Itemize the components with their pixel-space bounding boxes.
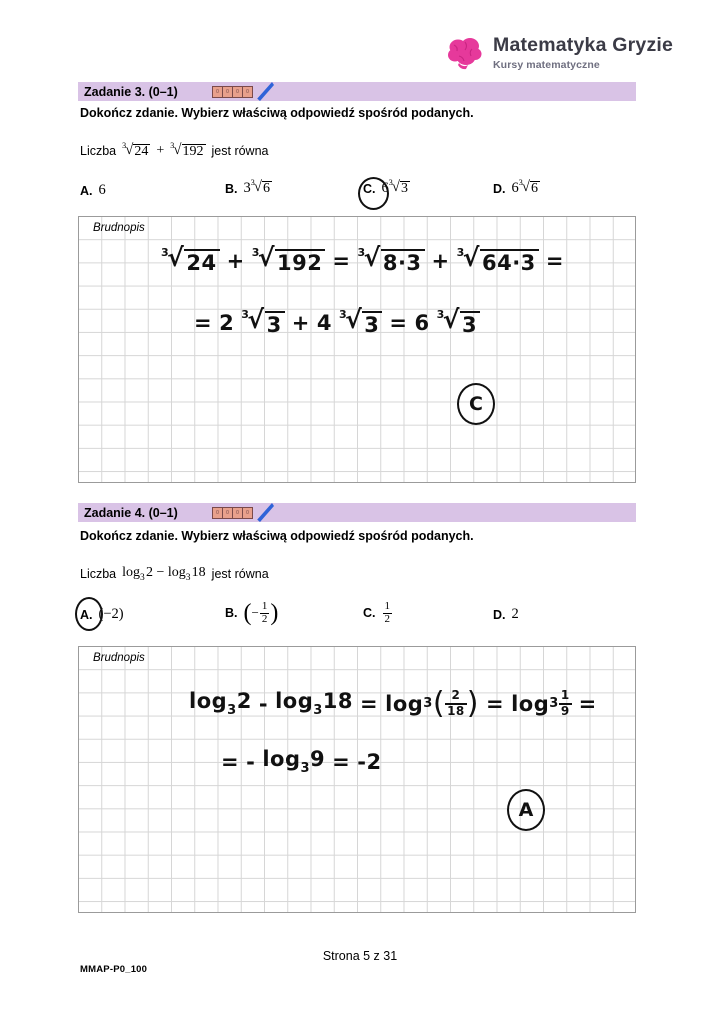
option-c-4[interactable] bbox=[363, 601, 393, 625]
hw-log: log bbox=[262, 747, 301, 771]
option-value: 2 bbox=[511, 606, 519, 622]
hw-log-base: 3 bbox=[549, 696, 559, 711]
hw-log: log bbox=[385, 691, 424, 716]
option-value: ( − $\frac{1}{2}$ ) bbox=[243, 599, 279, 626]
blue-pen-icon bbox=[254, 81, 276, 107]
hw-plus: + bbox=[431, 248, 450, 273]
hw-coefficient: 6 bbox=[414, 310, 430, 335]
handwriting-line-1-task4 bbox=[189, 686, 597, 721]
hw-radical-sign: √ bbox=[345, 305, 363, 334]
stem-suffix-4: jest równa bbox=[211, 566, 269, 581]
option-d-4[interactable] bbox=[493, 606, 519, 623]
score-cell: 0 bbox=[212, 86, 223, 98]
handwriting-line-2-task4 bbox=[221, 747, 382, 776]
hw-minus: - bbox=[246, 749, 256, 774]
radical-sign: √ bbox=[391, 179, 400, 196]
option-value bbox=[244, 180, 272, 197]
radical-sign: √ bbox=[125, 142, 134, 158]
task-header-zadanie-4 bbox=[78, 503, 636, 522]
option-letter: A. bbox=[80, 183, 93, 198]
hw-log-5 bbox=[262, 747, 325, 776]
task-stem-3 bbox=[80, 143, 269, 160]
option-b-3[interactable] bbox=[225, 180, 272, 197]
option-value bbox=[382, 180, 410, 197]
hw-root-index: 3 bbox=[338, 308, 348, 321]
option-letter: D. bbox=[493, 607, 506, 622]
task-instruction-3: Dokończ zdanie. Wybierz właściwą odpowiedź spośród podanych. bbox=[80, 106, 474, 120]
hw-log-4 bbox=[511, 689, 572, 717]
task-title-3: Zadanie 3. (0–1) bbox=[84, 84, 178, 99]
score-cell: 0 bbox=[212, 507, 223, 519]
hw-log-base: 3 bbox=[300, 761, 311, 776]
hw-log-arg: 2 bbox=[236, 689, 252, 713]
stem-prefix-4: Liczba bbox=[80, 566, 117, 581]
hw-equals: = bbox=[221, 749, 240, 774]
hw-plus: + bbox=[291, 310, 310, 335]
scratch-label-3: Brudnopis bbox=[93, 222, 145, 234]
scratch-label-4: Brudnopis bbox=[93, 652, 145, 664]
root-index: 3 bbox=[170, 141, 175, 150]
hw-cube-root-3 bbox=[338, 305, 382, 337]
hw-root-index: 3 bbox=[456, 246, 465, 259]
handwriting-line-1-task3 bbox=[161, 243, 564, 275]
root-index: 3 bbox=[388, 178, 393, 188]
hw-cube-root-3 bbox=[241, 305, 284, 337]
score-cell: 0 bbox=[242, 86, 253, 98]
hw-equals: = bbox=[578, 691, 597, 716]
stem-suffix-3: jest równa bbox=[211, 144, 269, 159]
hw-log: log bbox=[275, 689, 314, 713]
task-title-4: Zadanie 4. (0–1) bbox=[84, 505, 178, 520]
hw-log-arg: 18 bbox=[322, 689, 354, 713]
root-index: 3 bbox=[518, 178, 523, 188]
hw-left-paren: ( bbox=[432, 686, 446, 721]
hw-log-base: 3 bbox=[423, 696, 433, 711]
log-base: 3 bbox=[185, 572, 191, 583]
page-number: Strona 5 z 31 bbox=[322, 949, 398, 963]
hw-radicand: 8·3 bbox=[381, 249, 425, 274]
hw-log-base: 3 bbox=[227, 703, 237, 718]
fraction-one-half bbox=[383, 601, 393, 625]
hw-numerator: 2 bbox=[451, 688, 461, 703]
hw-equals: = bbox=[485, 691, 505, 716]
log-expression-4: $\log_3$ $2 - \log_3$ 18 bbox=[122, 565, 206, 583]
hw-equals: = bbox=[332, 749, 351, 774]
hw-cube-root-24 bbox=[161, 243, 220, 275]
option-letter: A. bbox=[80, 607, 93, 622]
cube-root bbox=[389, 180, 410, 197]
hw-right-paren: ) bbox=[466, 686, 479, 721]
stem-prefix-3: Liczba bbox=[80, 144, 117, 159]
cube-root bbox=[251, 180, 272, 197]
option-b-4[interactable] bbox=[225, 601, 278, 625]
hw-fraction-1-9 bbox=[559, 689, 572, 717]
task-stem-4 bbox=[80, 565, 269, 583]
option-letter: C. bbox=[363, 606, 376, 621]
option-coefficient: 6 bbox=[511, 180, 519, 196]
numerator: 1 bbox=[261, 600, 268, 612]
radical-sign: √ bbox=[173, 142, 182, 158]
cube-root-24 bbox=[122, 143, 150, 160]
hw-cube-root-64x3 bbox=[456, 243, 539, 275]
hw-radicand: 64·3 bbox=[480, 249, 539, 274]
hw-radical-sign: √ bbox=[442, 305, 460, 334]
hw-root-index: 3 bbox=[251, 246, 260, 259]
denominator: 2 bbox=[384, 612, 390, 625]
fraction-one-half bbox=[260, 601, 270, 625]
option-coefficient: 6 bbox=[381, 180, 389, 196]
document-code: MMAP-P0_100 bbox=[80, 964, 148, 975]
hw-equals: = bbox=[194, 310, 213, 335]
hw-log: log bbox=[511, 691, 550, 716]
cube-root bbox=[519, 180, 540, 197]
hw-equals: = bbox=[332, 248, 351, 273]
hw-radical-sign: √ bbox=[363, 243, 381, 272]
answer-options-4 bbox=[80, 599, 636, 629]
handwriting-line-2-task3 bbox=[194, 305, 480, 337]
scratch-area-3[interactable] bbox=[78, 216, 636, 483]
score-cell: 0 bbox=[232, 507, 243, 519]
score-cell: 0 bbox=[242, 507, 253, 519]
hw-radicand: 3 bbox=[265, 311, 285, 336]
root-index: 3 bbox=[250, 178, 255, 188]
hw-root-index: 3 bbox=[436, 308, 445, 321]
option-value: 6 bbox=[98, 182, 106, 198]
hw-radical-sign: √ bbox=[247, 305, 265, 334]
option-value: (−2) bbox=[98, 606, 124, 622]
hw-result: -2 bbox=[357, 749, 382, 774]
hw-radicand: 24 bbox=[184, 249, 219, 274]
hw-minus: - bbox=[258, 691, 269, 716]
answer-options-3 bbox=[80, 180, 636, 206]
log-base: 3 bbox=[140, 572, 145, 583]
score-cell: 0 bbox=[222, 86, 233, 98]
hw-radical-sign: √ bbox=[167, 243, 185, 272]
logo-subtitle: Kursy matematyczne bbox=[493, 58, 600, 71]
score-boxes-4 bbox=[212, 507, 252, 519]
hw-log: log bbox=[189, 689, 228, 713]
hw-radicand: 3 bbox=[362, 311, 382, 336]
hw-log-3 bbox=[385, 686, 479, 721]
hw-fraction-2-18 bbox=[445, 689, 467, 717]
hw-root-index: 3 bbox=[357, 246, 366, 259]
task-instruction-4: Dokończ zdanie. Wybierz właściwą odpowiedź spośród podanych. bbox=[80, 529, 474, 543]
left-paren: ( bbox=[243, 599, 252, 626]
option-letter: B. bbox=[225, 181, 238, 196]
scratch-area-4[interactable] bbox=[78, 646, 636, 913]
hw-cube-root-3 bbox=[436, 305, 480, 337]
hw-radicand: 192 bbox=[275, 249, 325, 274]
hw-coefficient: 2 bbox=[219, 310, 235, 335]
option-letter: C. bbox=[363, 181, 376, 196]
hw-root-index: 3 bbox=[241, 308, 250, 321]
radical-sign: √ bbox=[253, 179, 262, 196]
hw-equals: = bbox=[545, 248, 564, 273]
radicand: 192 bbox=[182, 144, 204, 159]
option-coefficient: 3 bbox=[243, 180, 251, 196]
radicand: 24 bbox=[134, 144, 149, 159]
score-cell: 0 bbox=[232, 86, 243, 98]
plus-sign: + bbox=[156, 143, 165, 159]
hw-numerator: 1 bbox=[560, 688, 570, 703]
hw-log-1 bbox=[189, 689, 252, 718]
numerator: 1 bbox=[384, 600, 390, 612]
cube-root-192 bbox=[170, 143, 205, 160]
right-paren: ) bbox=[270, 599, 279, 626]
brand-logo bbox=[446, 36, 673, 70]
radicand: 3 bbox=[400, 181, 408, 197]
denominator: 2 bbox=[261, 612, 268, 625]
score-cell: 0 bbox=[222, 507, 233, 519]
hw-cube-root-8x3 bbox=[357, 243, 424, 275]
handwritten-answer-mark-task3: C bbox=[457, 383, 495, 425]
radical-sign: √ bbox=[521, 179, 530, 196]
option-value bbox=[382, 601, 394, 625]
hw-coefficient: 4 bbox=[316, 310, 332, 335]
hw-denominator: 9 bbox=[560, 703, 570, 718]
option-a-4[interactable] bbox=[80, 606, 124, 623]
hw-log-2 bbox=[275, 689, 353, 718]
option-letter: B. bbox=[225, 606, 238, 621]
option-d-3[interactable] bbox=[493, 180, 540, 197]
hw-log-base: 3 bbox=[313, 703, 323, 718]
radicand: 6 bbox=[530, 181, 538, 197]
hw-radical-sign: √ bbox=[257, 243, 276, 272]
option-c-3[interactable] bbox=[363, 180, 410, 197]
hw-equals: = bbox=[360, 691, 379, 716]
hw-denominator: 18 bbox=[447, 703, 465, 718]
handwritten-answer-mark-task4: A bbox=[507, 789, 545, 831]
hw-cube-root-192 bbox=[251, 243, 326, 275]
option-letter: D. bbox=[493, 181, 506, 196]
option-a-3[interactable] bbox=[80, 182, 106, 199]
hw-plus: + bbox=[226, 248, 245, 273]
hw-equals: = bbox=[389, 310, 408, 335]
hw-log-arg: 9 bbox=[310, 747, 326, 771]
logo-title: Matematyka Gryzie bbox=[493, 34, 674, 56]
brain-icon bbox=[446, 36, 484, 70]
score-boxes-3 bbox=[212, 86, 252, 98]
hw-radical-sign: √ bbox=[462, 243, 480, 272]
hw-radicand: 3 bbox=[460, 311, 480, 336]
task-header-zadanie-3 bbox=[78, 82, 636, 101]
radicand: 6 bbox=[262, 181, 270, 197]
option-value bbox=[512, 180, 540, 197]
blue-pen-icon bbox=[254, 502, 276, 528]
root-index: 3 bbox=[122, 141, 127, 150]
hw-root-index: 3 bbox=[161, 246, 170, 259]
